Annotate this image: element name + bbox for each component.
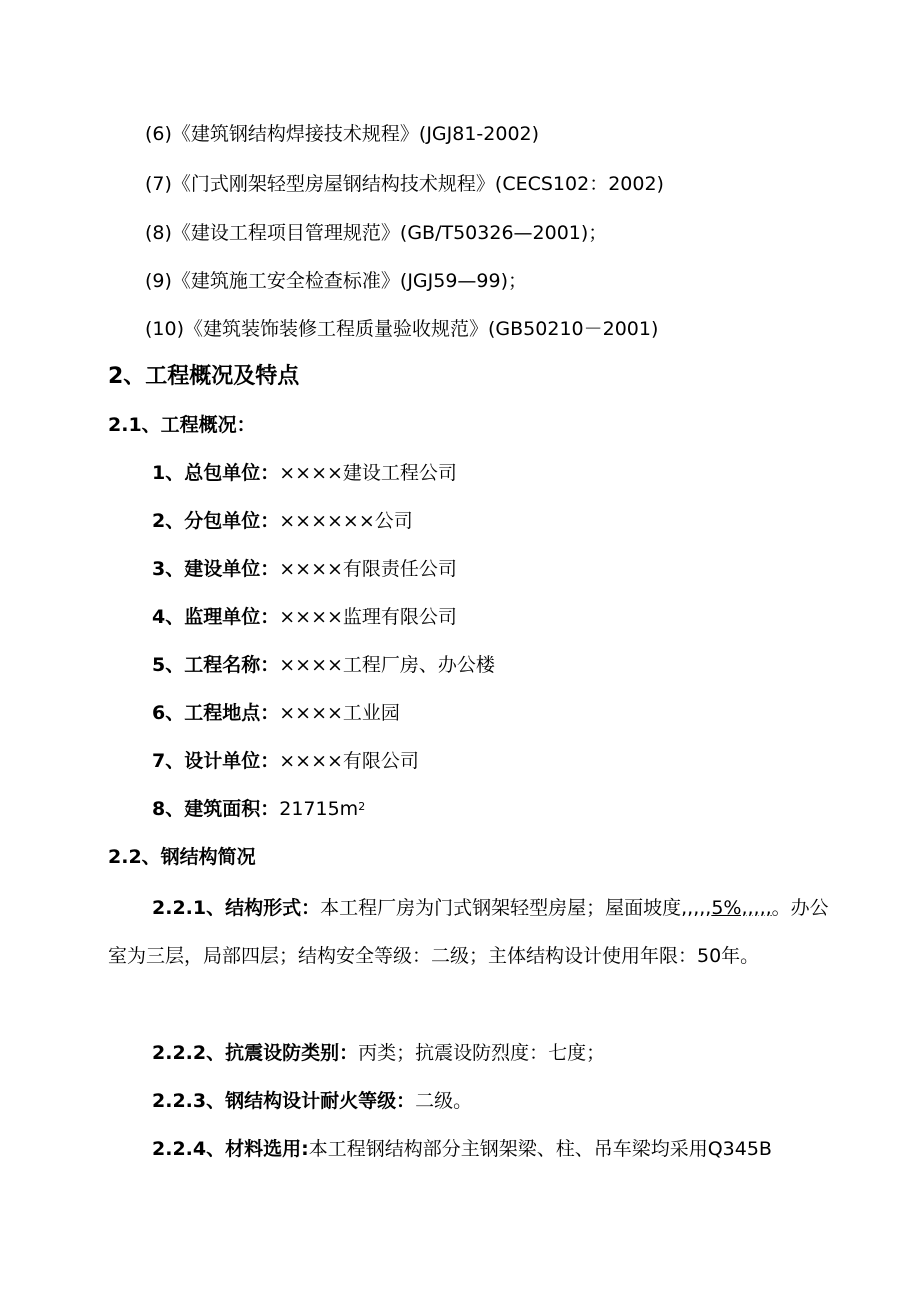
list-item — [152, 604, 457, 630]
paragraph-text: 。办公室为三层，局部四层；结构安全等级：二级；主体结构设计使用年限：50年。 — [108, 897, 829, 967]
paragraph-2-2-4 — [152, 1136, 772, 1162]
item-label: 7、设计单位： — [152, 750, 280, 772]
section-heading: 2、工程概况及特点 — [108, 364, 300, 389]
list-item — [152, 700, 400, 726]
superscript: 2 — [358, 800, 366, 813]
item-value: ××××工程厂房、办公楼 — [279, 654, 495, 676]
paragraph-label: 2.2.3、钢结构设计耐火等级： — [152, 1090, 416, 1112]
underlined-text: 5%,,,,, — [711, 897, 772, 919]
item-value: 21715m — [279, 798, 359, 820]
list-item — [152, 508, 413, 534]
paragraph-text: 本工程钢结构部分主钢架梁、柱、吊车梁均采用Q345B — [308, 1138, 772, 1160]
paragraph-label: 2.2.4、材料选用: — [152, 1138, 309, 1160]
item-label: 6、工程地点： — [152, 702, 280, 724]
item-label: 3、建设单位： — [152, 558, 280, 580]
item-value: ××××有限公司 — [279, 750, 419, 772]
item-value: ××××××公司 — [279, 510, 413, 532]
reference-item-6: (6)《建筑钢结构焊接技术规程》(JGJ81-2002) — [145, 123, 540, 145]
paragraph-2-2-3 — [152, 1088, 472, 1114]
item-label: 4、监理单位： — [152, 606, 280, 628]
paragraph-2-2-2 — [152, 1040, 605, 1066]
list-item — [152, 748, 419, 774]
paragraph-label: 2.2.2、抗震设防类别： — [152, 1042, 359, 1064]
item-label: 2、分包单位： — [152, 510, 280, 532]
paragraph-label: 2.2.1、结构形式： — [152, 897, 321, 919]
item-label: 5、工程名称： — [152, 654, 280, 676]
item-value: ××××建设工程公司 — [279, 462, 457, 484]
paragraph-text: 二级。 — [415, 1090, 473, 1112]
reference-item-9: (9)《建筑施工安全检查标准》(JGJ59—99)； — [145, 270, 528, 292]
reference-item-7: (7)《门式刚架轻型房屋钢结构技术规程》(CECS102：2002) — [145, 173, 664, 195]
subsection-heading-2-2: 2.2、钢结构简况 — [108, 846, 256, 868]
reference-item-10: (10)《建筑装饰装修工程质量验收规范》(GB50210－2001) — [145, 318, 659, 340]
item-label: 1、总包单位： — [152, 462, 280, 484]
item-value: ××××有限责任公司 — [279, 558, 457, 580]
paragraph-text: 本工程厂房为门式钢架轻型房屋；屋面坡度,,,,, — [320, 897, 712, 919]
reference-item-8: (8)《建设工程项目管理规范》(GB/T50326—2001)； — [145, 222, 608, 244]
item-label: 8、建筑面积： — [152, 798, 280, 820]
item-value: ××××工业园 — [279, 702, 400, 724]
list-item — [152, 460, 457, 486]
paragraph-text: 丙类；抗震设防烈度：七度； — [358, 1042, 606, 1064]
subsection-heading-2-1: 2.1、工程概况： — [108, 414, 256, 436]
list-item — [152, 652, 495, 678]
paragraph-2-2-1 — [108, 884, 832, 980]
list-item — [152, 556, 457, 582]
list-item — [152, 796, 365, 822]
item-value: ××××监理有限公司 — [279, 606, 457, 628]
